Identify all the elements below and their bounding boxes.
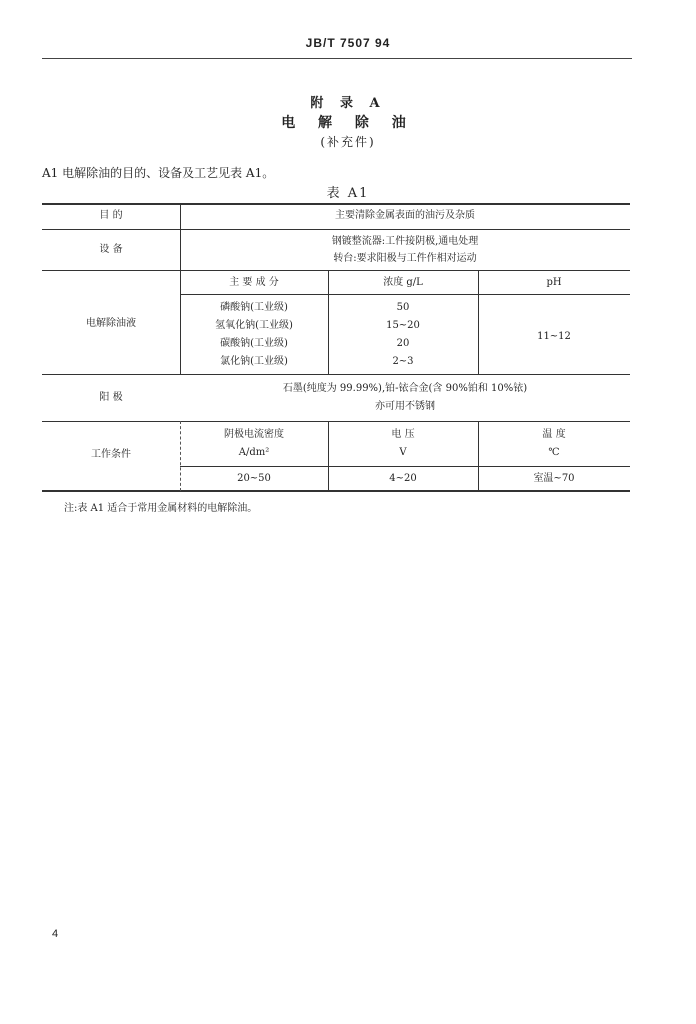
component-concentration: 20 — [396, 338, 410, 349]
temperature-unit: ℃ — [548, 447, 560, 458]
component-concentration: 15~20 — [386, 320, 420, 331]
ph-column-header: pH — [546, 277, 562, 288]
voltage-unit: V — [399, 447, 407, 458]
table-bottom-rule — [42, 490, 630, 492]
conditions-label: 工作条件 — [91, 449, 131, 460]
voltage-header: 电 压 — [391, 429, 415, 440]
intro-paragraph: A1 电解除油的目的、设备及工艺见表 A1。 — [42, 166, 275, 180]
current-density-unit: A/dm² — [238, 447, 270, 458]
table-rule — [180, 466, 630, 467]
concentration-column-header: 浓度 g/L — [383, 277, 423, 288]
anode-line: 石墨(纯度为 99.99%),铂-铱合金(含 90%铂和 10%铱) — [282, 383, 528, 394]
component-name: 氯化钠(工业级) — [220, 356, 288, 367]
equipment-label: 设 备 — [99, 244, 123, 255]
ph-value: 11~12 — [537, 331, 571, 342]
current-density-header: 阴极电流密度 — [224, 429, 284, 440]
header-rule — [42, 58, 632, 59]
current-density-value: 20~50 — [237, 473, 271, 484]
table-rule — [42, 270, 630, 271]
table-rule — [42, 374, 630, 375]
anode-line: 亦可用不锈钢 — [375, 401, 435, 412]
voltage-value: 4~20 — [389, 473, 417, 484]
component-concentration: 2~3 — [392, 356, 414, 367]
appendix-label: 附 录 A — [310, 96, 386, 111]
page-number: 4 — [52, 928, 59, 940]
anode-label: 阳 极 — [99, 392, 123, 403]
table-rule — [42, 229, 630, 230]
component-column-header: 主 要 成 分 — [229, 277, 279, 288]
component-name: 氢氧化钠(工业级) — [215, 320, 293, 331]
document-code: JB/T 7507 94 — [305, 36, 391, 50]
component-name: 磷酸钠(工业级) — [220, 302, 288, 313]
component-name: 碳酸钠(工业级) — [220, 338, 288, 349]
table-a1 — [42, 203, 630, 492]
table-rule — [180, 294, 630, 295]
purpose-label: 目 的 — [99, 210, 123, 221]
solution-label: 电解除油液 — [86, 318, 136, 329]
equipment-line: 钢镀整流器:工件接阴极,通电处理 — [331, 236, 479, 247]
purpose-value: 主要清除金属表面的油污及杂质 — [335, 210, 475, 221]
appendix-title: 电 解 除 油 — [281, 115, 415, 131]
equipment-line: 转台:要求阳极与工件作相对运动 — [333, 253, 477, 264]
temperature-value: 室温~70 — [533, 473, 575, 484]
temperature-header: 温 度 — [542, 429, 566, 440]
table-note: 注:表 A1 适合于常用金属材料的电解除油。 — [64, 503, 258, 514]
component-concentration: 50 — [396, 302, 410, 313]
table-rule — [42, 421, 630, 422]
appendix-subtitle: (补充件) — [320, 135, 376, 149]
table-caption: 表 A1 — [326, 186, 370, 201]
table-top-rule — [42, 203, 630, 205]
